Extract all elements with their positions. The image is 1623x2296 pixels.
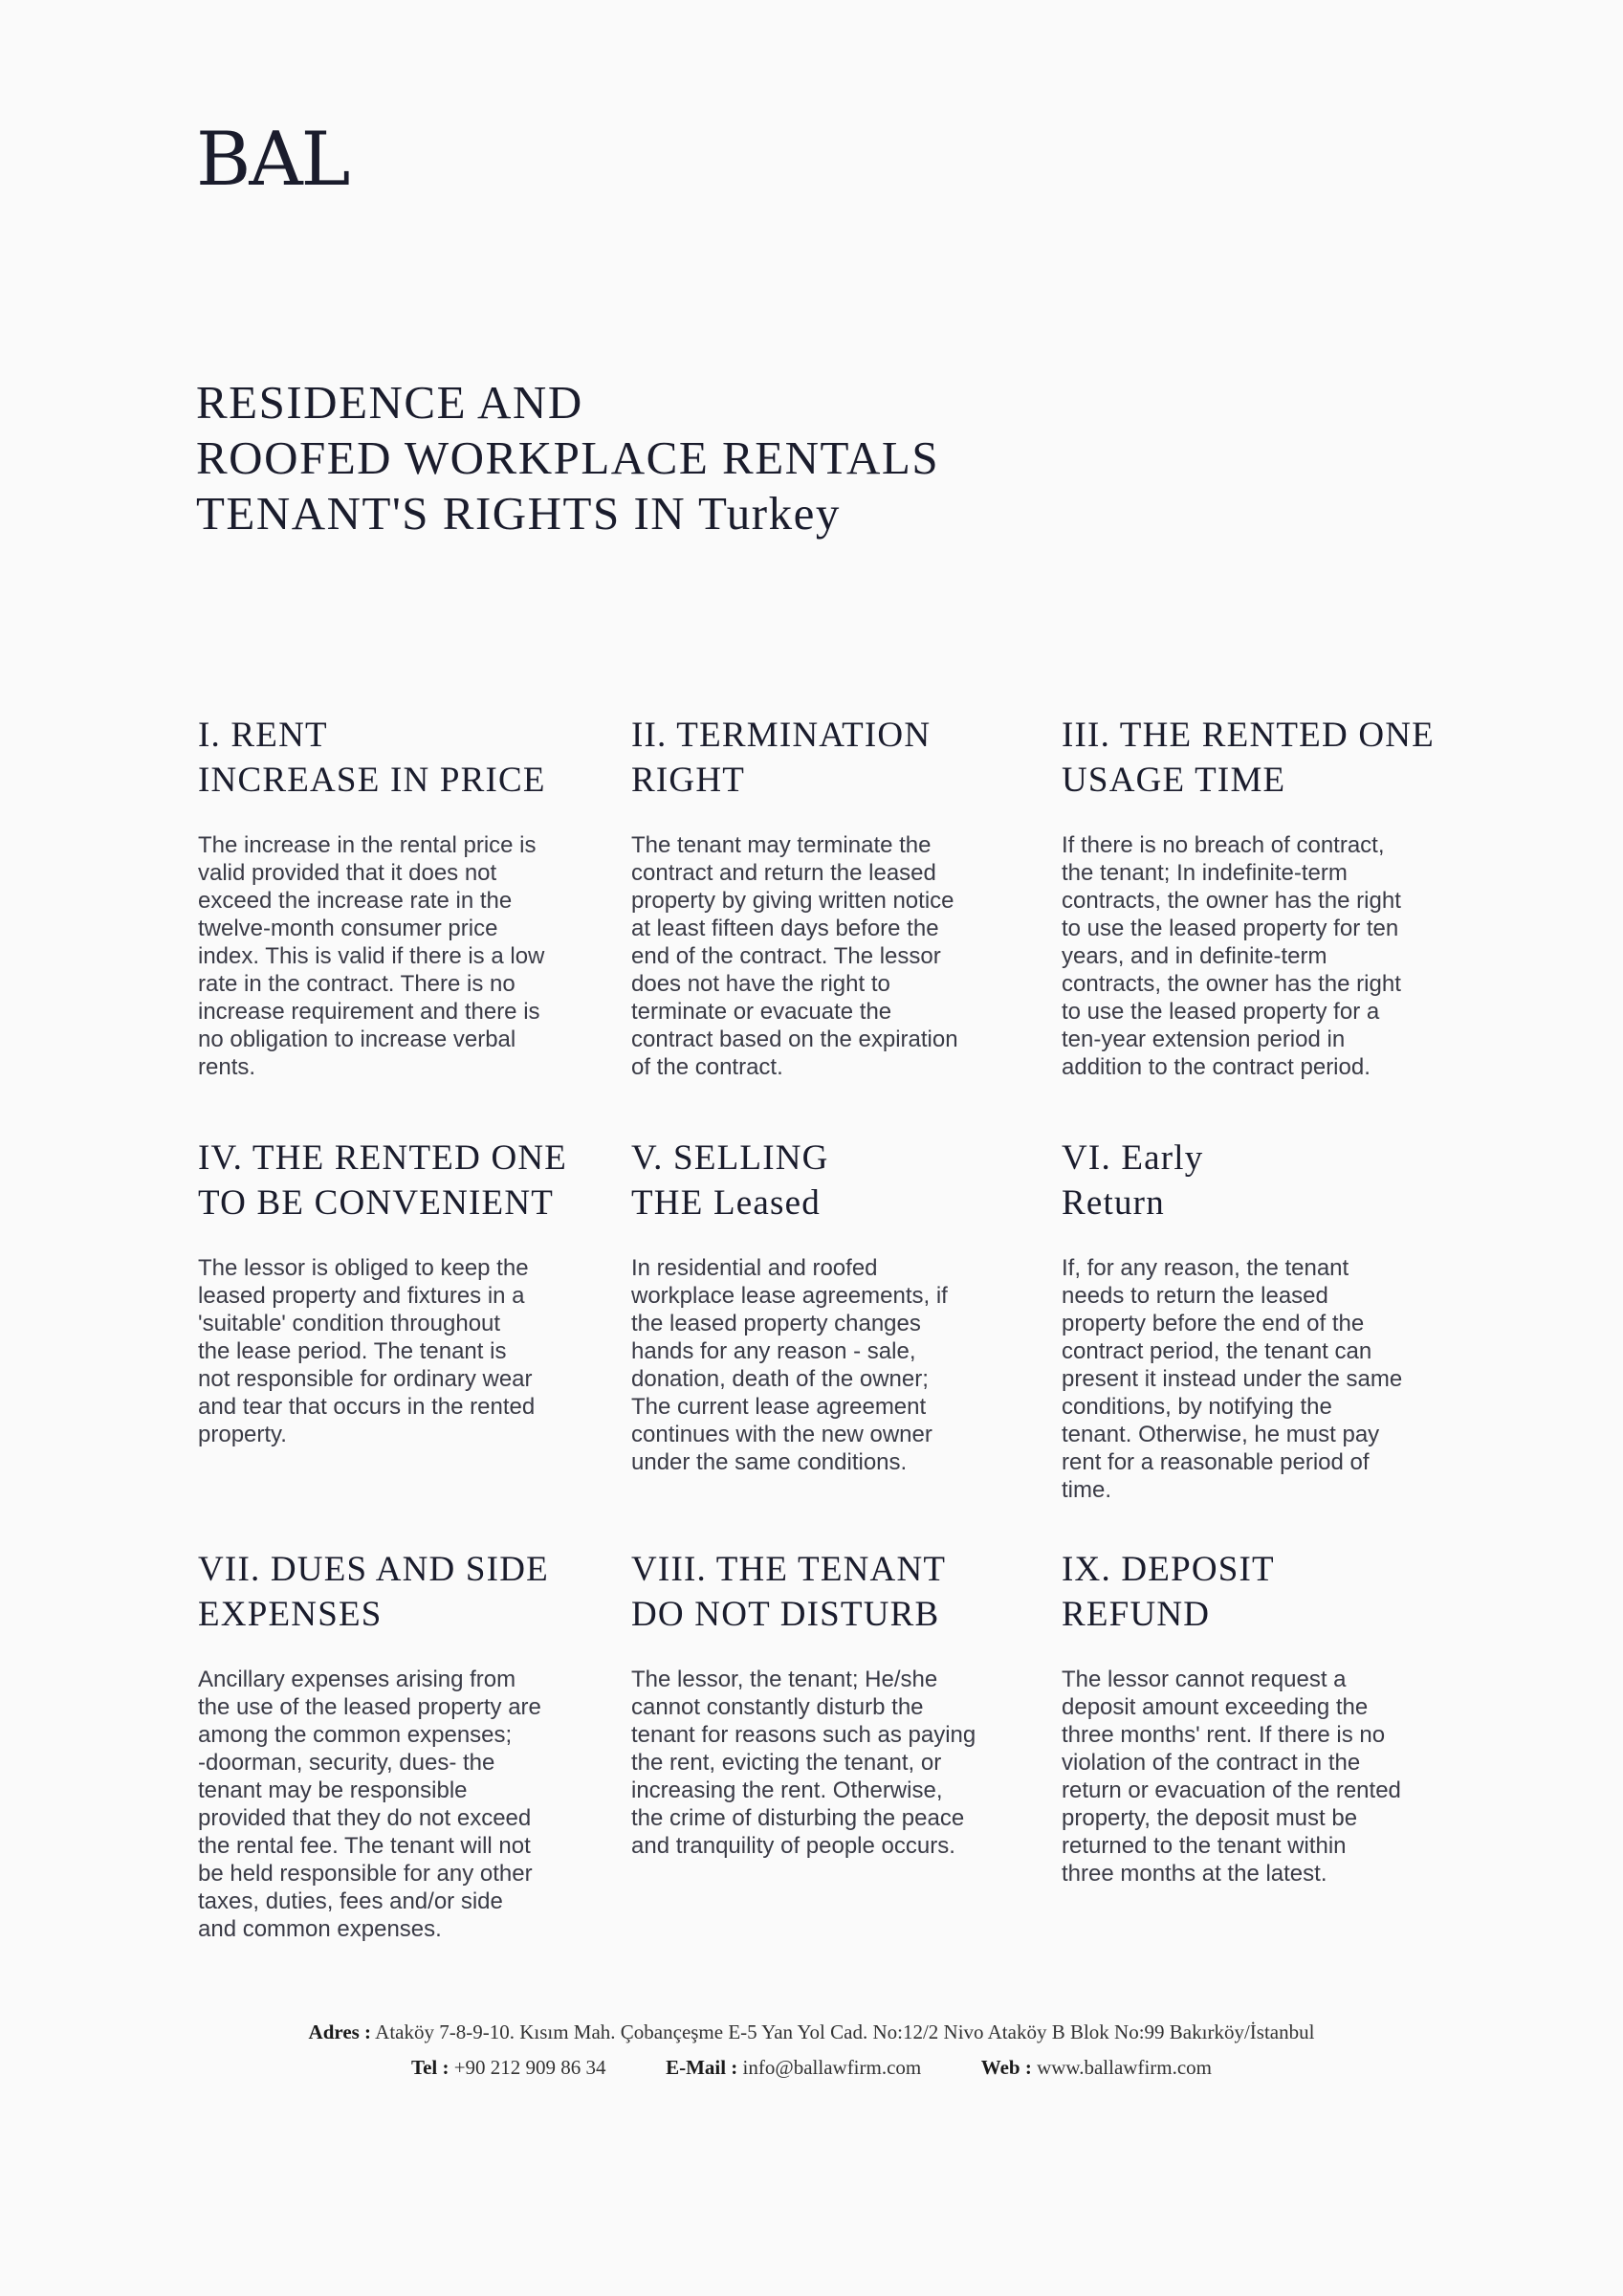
tel-label: Tel : bbox=[410, 2056, 450, 2079]
section-body-line: increasing the rent. Otherwise, bbox=[631, 1777, 943, 1803]
section-title bbox=[1062, 1136, 1444, 1225]
section-body-line: property by giving written notice bbox=[631, 888, 954, 914]
section-body-line: Ancillary expenses arising from bbox=[198, 1667, 516, 1692]
section-body-line: years, and in definite-term bbox=[1062, 943, 1327, 969]
section-body-line: The current lease agreement bbox=[631, 1394, 927, 1420]
section-body bbox=[1062, 1666, 1444, 1888]
section-body-line: not responsible for ordinary wear bbox=[198, 1366, 533, 1392]
section-title-line: IX. DEPOSIT bbox=[1062, 1550, 1275, 1589]
section-title-line: THE Leased bbox=[631, 1183, 821, 1223]
section-body-line: workplace lease agreements, if bbox=[631, 1283, 948, 1309]
section-body-line: time. bbox=[1062, 1477, 1112, 1503]
section-title-line: VII. DUES AND SIDE bbox=[198, 1550, 549, 1589]
section-title bbox=[631, 1547, 1014, 1637]
web-link[interactable]: www.ballawfirm.com bbox=[1037, 2056, 1213, 2079]
section-body bbox=[198, 831, 581, 1081]
section-body-line: at least fifteen days before the bbox=[631, 916, 939, 941]
section-title bbox=[1062, 713, 1444, 803]
section-body bbox=[631, 831, 1014, 1081]
page-title bbox=[196, 375, 1248, 541]
section-body-line: the crime of disturbing the peace bbox=[631, 1805, 965, 1831]
section bbox=[198, 1136, 581, 1448]
section-body-line: no obligation to increase verbal bbox=[198, 1027, 516, 1052]
footer-contact bbox=[0, 2056, 1623, 2080]
section-body-line: the tenant; In indefinite-term bbox=[1062, 860, 1348, 886]
section-body-line: present it instead under the same bbox=[1062, 1366, 1403, 1392]
section-body-line: ten-year extension period in bbox=[1062, 1027, 1346, 1052]
section bbox=[1062, 713, 1444, 1081]
section-body-line: the rent, evicting the tenant, or bbox=[631, 1750, 942, 1776]
section-body-line: three months' rent. If there is no bbox=[1062, 1722, 1386, 1748]
section-body-line: The increase in the rental price is bbox=[198, 832, 537, 858]
section-body-line: the leased property changes bbox=[631, 1311, 921, 1336]
section bbox=[198, 713, 581, 1081]
section-title-line: I. RENT bbox=[198, 716, 328, 755]
section-title-line: INCREASE IN PRICE bbox=[198, 761, 546, 800]
section-title-line: USAGE TIME bbox=[1062, 761, 1286, 800]
section-body-line: be held responsible for any other bbox=[198, 1861, 533, 1887]
section bbox=[631, 713, 1014, 1081]
section-title-line: II. TERMINATION bbox=[631, 716, 932, 755]
section-title bbox=[198, 713, 581, 803]
section-body-line: leased property and fixtures in a bbox=[198, 1283, 525, 1309]
section-body-line: If there is no breach of contract, bbox=[1062, 832, 1385, 858]
section-body-line: The lessor cannot request a bbox=[1062, 1667, 1347, 1692]
section-title-line: III. THE RENTED ONE bbox=[1062, 716, 1435, 755]
section-body-line: -doorman, security, dues- the bbox=[198, 1750, 495, 1776]
section-body-line: terminate or evacuate the bbox=[631, 999, 892, 1025]
section-body bbox=[631, 1666, 1014, 1860]
section-body-line: continues with the new owner bbox=[631, 1422, 932, 1447]
section-body-line: contracts, the owner has the right bbox=[1062, 888, 1401, 914]
web-label: Web : bbox=[980, 2056, 1032, 2079]
section-title bbox=[198, 1547, 581, 1637]
email-link[interactable]: info@ballawfirm.com bbox=[742, 2056, 922, 2079]
section-body-line: hands for any reason - sale, bbox=[631, 1338, 916, 1364]
section-body-line: valid provided that it does not bbox=[198, 860, 497, 886]
section-title-line: REFUND bbox=[1062, 1595, 1211, 1634]
section-body-line: tenant. Otherwise, he must pay bbox=[1062, 1422, 1380, 1447]
section-body-line: the lease period. The tenant is bbox=[198, 1338, 507, 1364]
section-title-line: TO BE CONVENIENT bbox=[198, 1183, 555, 1223]
section-body bbox=[1062, 1254, 1444, 1504]
section-body bbox=[198, 1254, 581, 1448]
section-body-line: The tenant may terminate the bbox=[631, 832, 932, 858]
section-body-line: property, the deposit must be bbox=[1062, 1805, 1358, 1831]
section bbox=[1062, 1547, 1444, 1888]
section-body-line: taxes, duties, fees and/or side bbox=[198, 1888, 503, 1914]
section-body-line: end of the contract. The lessor bbox=[631, 943, 941, 969]
section-title-line: V. SELLING bbox=[631, 1138, 829, 1178]
section-body-line: tenant for reasons such as paying bbox=[631, 1722, 976, 1748]
section-body-line: the use of the leased property are bbox=[198, 1694, 541, 1720]
section-body-line: tenant may be responsible bbox=[198, 1777, 468, 1803]
section-body-line: return or evacuation of the rented bbox=[1062, 1777, 1401, 1803]
section-body-line: and common expenses. bbox=[198, 1916, 442, 1942]
section-body-line: contract based on the expiration bbox=[631, 1027, 958, 1052]
section-body-line: the rental fee. The tenant will not bbox=[198, 1833, 531, 1859]
section-body-line: If, for any reason, the tenant bbox=[1062, 1255, 1349, 1281]
section bbox=[631, 1136, 1014, 1476]
section-body-line: provided that they do not exceed bbox=[198, 1805, 532, 1831]
section-title bbox=[631, 1136, 1014, 1225]
email-label: E-Mail : bbox=[666, 2056, 738, 2079]
section-body-line: rents. bbox=[198, 1054, 256, 1080]
section bbox=[1062, 1136, 1444, 1504]
section-title bbox=[198, 1136, 581, 1225]
section-body-line: contract and return the leased bbox=[631, 860, 936, 886]
section-body-line: under the same conditions. bbox=[631, 1449, 908, 1475]
address-text: Ataköy 7-8-9-10. Kısım Mah. Çobançeşme E-5 Yan Yol Cad. No:12/2 Nivo Ataköy B Blok No:99 Bakırköy/İstanbul bbox=[375, 2020, 1315, 2043]
section-body-line: and tear that occurs in the rented bbox=[198, 1394, 536, 1420]
section-body-line: exceed the increase rate in the bbox=[198, 888, 513, 914]
section-body-line: three months at the latest. bbox=[1062, 1861, 1327, 1887]
footer-address bbox=[0, 2020, 1623, 2044]
section-body-line: returned to the tenant within bbox=[1062, 1833, 1347, 1859]
section-body-line: does not have the right to bbox=[631, 971, 890, 997]
section-body-line: contract period, the tenant can bbox=[1062, 1338, 1372, 1364]
section-body-line: index. This is valid if there is a low bbox=[198, 943, 545, 969]
section-body-line: deposit amount exceeding the bbox=[1062, 1694, 1369, 1720]
section-body-line: among the common expenses; bbox=[198, 1722, 513, 1748]
section-body-line: rent for a reasonable period of bbox=[1062, 1449, 1370, 1475]
section-body-line: rate in the contract. There is no bbox=[198, 971, 515, 997]
section bbox=[631, 1547, 1014, 1860]
section-body-line: contracts, the owner has the right bbox=[1062, 971, 1401, 997]
page-title-line: ROOFED WORKPLACE RENTALS bbox=[196, 431, 940, 484]
section-body-line: increase requirement and there is bbox=[198, 999, 540, 1025]
section-body-line: The lessor, the tenant; He/she bbox=[631, 1667, 938, 1692]
section-title-line: RIGHT bbox=[631, 761, 746, 800]
section-body-line: twelve-month consumer price bbox=[198, 916, 498, 941]
section-body-line: and tranquility of people occurs. bbox=[631, 1833, 955, 1859]
section-body-line: of the contract. bbox=[631, 1054, 783, 1080]
section-body bbox=[198, 1666, 581, 1943]
section-title-line: IV. THE RENTED ONE bbox=[198, 1138, 568, 1178]
section-body bbox=[631, 1254, 1014, 1476]
tel-number: +90 212 909 86 34 bbox=[453, 2056, 606, 2079]
firm-logo: BAL bbox=[196, 117, 349, 203]
section-body-line: property before the end of the bbox=[1062, 1311, 1365, 1336]
section-title bbox=[1062, 1547, 1444, 1637]
section-body-line: to use the leased property for ten bbox=[1062, 916, 1399, 941]
section-body-line: donation, death of the owner; bbox=[631, 1366, 929, 1392]
section-title-line: Return bbox=[1062, 1183, 1165, 1223]
section-body-line: 'suitable' condition throughout bbox=[198, 1311, 501, 1336]
page-title-line: RESIDENCE AND bbox=[196, 376, 583, 429]
section bbox=[198, 1547, 581, 1943]
section-body-line: In residential and roofed bbox=[631, 1255, 878, 1281]
section-title-line: VIII. THE TENANT bbox=[631, 1550, 947, 1589]
section-body-line: addition to the contract period. bbox=[1062, 1054, 1371, 1080]
page-title-line: TENANT'S RIGHTS IN Turkey bbox=[196, 487, 841, 540]
section-title-line: VI. Early bbox=[1062, 1138, 1204, 1178]
section-body-line: to use the leased property for a bbox=[1062, 999, 1380, 1025]
section-title bbox=[631, 713, 1014, 803]
section-body-line: needs to return the leased bbox=[1062, 1283, 1328, 1309]
address-label: Adres : bbox=[308, 2020, 372, 2043]
section-title-line: DO NOT DISTURB bbox=[631, 1595, 940, 1634]
section-body-line: cannot constantly disturb the bbox=[631, 1694, 924, 1720]
section-body-line: conditions, by notifying the bbox=[1062, 1394, 1332, 1420]
section-title-line: EXPENSES bbox=[198, 1595, 383, 1634]
section-body-line: violation of the contract in the bbox=[1062, 1750, 1361, 1776]
section-body bbox=[1062, 831, 1444, 1081]
section-body-line: property. bbox=[198, 1422, 287, 1447]
section-body-line: The lessor is obliged to keep the bbox=[198, 1255, 529, 1281]
